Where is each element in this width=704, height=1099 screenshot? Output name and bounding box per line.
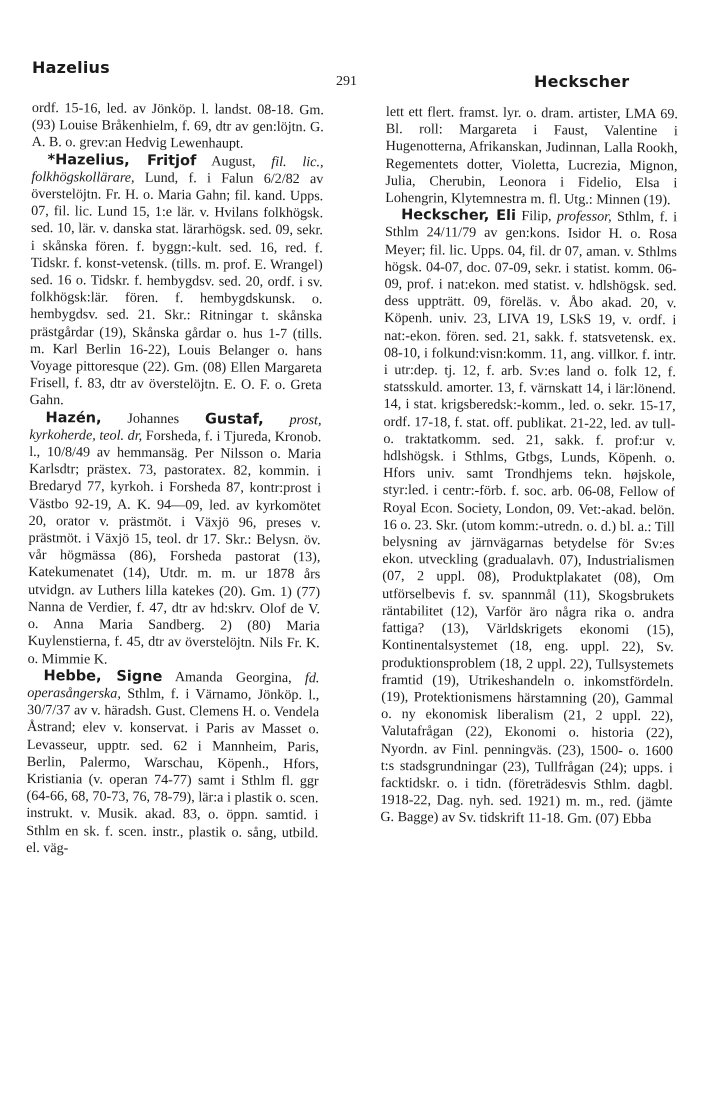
given-names: Johannes <box>127 410 180 427</box>
occupation: fil. lic., folkhögskollärare, <box>31 153 324 186</box>
headword-hazen: Hazén, <box>45 409 102 427</box>
headword-heckscher: Heckscher, Eli <box>401 207 517 225</box>
left-column <box>26 100 324 859</box>
entry-hebbe <box>26 668 319 860</box>
given-names: Filip, <box>521 208 552 225</box>
entry-body: Sthlm, f. i Värnamo, Jönköp. l., 30/7/37 av v. häradsh. Gust. Clemens H. o. Vendela Åstrand; elev v. konservat. i Paris av Masset o. Levasseur, upptr. sed. 62 i Mannheim, Paris, Berlin, Palermo, Warschau, Köpenh., Hfors, Kristiania (v. operan 74-77) samt i Sthlm fl. ggr (64-66, 68, 70-73, 76, 78-79), lär:a i plastik o. scen. instrukt. v. Musik. akad. 83, o. öppn. samtid. i Sthlm en sk. f. scen. instr., plastik o. sång, utbild. el. väg- <box>26 685 320 857</box>
continued-entry-text: lett ett flert. framst. lyr. o. dram. artister, LMA 69. Bl. roll: Margareta i Faust, Valentine i Hugenotterna, Afrikanskan, Judinnan, Lalla Rookh, Regementets dotter, Violetta, Lucrezia, Mignon, Julia, Cherubin, Leonora i Fidelio, Elsa i Lohengrin, Klytemnestra m. fl. Utg.: Minnen (19). <box>385 104 678 209</box>
running-head <box>0 0 704 100</box>
right-column <box>380 104 678 829</box>
given-names: August, <box>211 153 256 170</box>
entry-hazelius <box>30 152 324 412</box>
given-name-bold: Gustaf, <box>204 411 264 428</box>
entry-heckscher <box>380 207 677 829</box>
occupation: professor, <box>556 208 612 225</box>
running-head-left: Hazelius <box>32 58 110 77</box>
entry-body: Sthlm, f. i Sthlm 24/11/79 av gen:kons. Isidor H. o. Rosa Meyer; fil. lic. Upps. 04, fil. dr 07, aman. v. Sthlms högsk. 04-07, doc. 07-09, sekr. i statist. komm. 06-09, prof. i nat:ekon. med statist. v. hdlshögsk. sed. dess uppträtt. 09, föreläs. v. Åbo akad. 20, v. Köpenh. univ. 23, LIVA 19, LSkS 19, v. ordf. i nat:-ekon. fören. sed. 21, sakk. f. statsvetensk. ex. 08-10, i folkund:visn:komm. 11, ang. villkor. f. intr. i utr:dep. tj. 12, f. arb. Sv:es land o. folk 12, f. statsskuld. amorter. 13, f. värnskatt 14, i lär:lönend. 14, i stat. krigsberedsk:-komm., led. o. sekr. 15-17, ordf. 17-18, f. stat. off. publikat. 21-22, led. av tull-o. traktatkomm. sed. 21, sakk. f. prof:ur v. hdlshögsk. i Sthlms, Gtbgs, Lunds, Köpenh. o. Hfors univ. samt Trondhjems tekn. højskole, styr:led. i centr:-förb. f. soc. arb. 06-08, Fellow of Royal Econ. Society, London, 09. Vet:-akad. belön. 16 o. 23. Skr. (utom komm:-utredn. o. d.) bl. a.: Till belysning av järnvägarnas betydelse för Sv:es ekon. utveckling (gradualavh. 07), Industrialismen (07, 2 uppl. 08), Produktplakatet (08), Om utförselbevis f. sv. spannmål (11), Skogsbrukets räntabilitet (12), Varför äro några rika o. andra fattiga? (13), Världskrigets ekonomi (15), Kontinentalsystemet (18, eng. uppl. 22), Sv. produktionsproblem (18, 2 uppl. 22), Tullsystemets framtid (19), Utrikeshandeln o. inkomstfördeln. (19), Protektionismens härstamning (20), Gammal o. ny ekonomisk liberalism (21, 2 uppl. 22), Valutafrågan (22), Ekonomi o. historia (22), Nyordn. av Finl. penningväs. (23), 1500- o. 1600 t:s stadsgrundningar (23), Tullfrågan (24); upps. i facktidskr. o. i tidn. (företrädesvis Sthlm. dagbl. 1918-22, Dag. nyh. sed. 1921) m. m., red. (jämte G. Bagge) av Sv. tidskrift 11-18. Gm. (07) Ebba <box>380 209 678 828</box>
running-head-right: Heckscher <box>534 72 630 91</box>
given-names: Amanda Georgina, <box>174 668 292 686</box>
page-number: 291 <box>336 74 357 89</box>
entry-body: Lund, f. i Falun 6/2/82 av överstelöjtn. Fr. H. o. Maria Gahn; fil. kand. Upps. 07, fil. lic. Lund 15, 1:e lär. v. Hvilans folkhögsk. sed. 10, lär. v. danska stat. lärarhögsk. sed. 09, sekr. i skånska fören. f. byggn:-kult. sed. 16, red. f. Tidskr. f. konst-vetensk. (tills. m. prof. E. Wrangel) sed. 16 o. Tidskr. f. hembygdsv. sed. 20, ordf. i sv. folkhögsk:lär. fören. f. hembygdskunsk. o. hembygdsv. sed. 21. Skr.: Ritningar t. skånska prästgårdar (19), Skånska gårdar o. hus 1-7 (tills. m. Karl Berlin 16-22), Louis Belanger o. hans Voyage pittoresque (22). Gm. (08) Ellen Margareta Frisell, f. 83, dtr av överstelöjtn. E. O. F. o. Greta Gahn. <box>29 169 324 409</box>
occupation: fd. operasångerska, <box>27 669 320 702</box>
occupation: prost, kyrkoherde, teol. dr, <box>29 411 322 444</box>
headword-hazelius: *Hazelius, Fritjof <box>47 151 197 169</box>
continued-entry-text: ordf. 15-16, led. av Jönköp. l. landst. 08-18. Gm. (93) Louise Bråkenhielm, f. 69, dtr av gen:löjtn. G. A. B. o. grev:an Hedvig Lewenhaupt. <box>31 100 324 153</box>
headword-hebbe: Hebbe, Signe <box>43 667 163 685</box>
entry-body: Forsheda, f. i Tjureda, Kronob. l., 10/8/49 av hemmansäg. Per Nilsson o. Maria Karlsdtr; prästex. 73, pastoratex. 82, kommin. i Bredaryd 77, kyrkoh. i Forsheda 87, kontr:prost i Västbo 92-19, A. K. 94—09, led. av kyrkomötet 20, orator v. prästmöt. i Växjö 96, preses v. prästmöt. i Växjö 15, teol. dr 17. Skr.: Belysn. öv. vår högmässa (86), Forsheda pastorat (13), Katekumenatet (14), Utdr. m. m. ur 1878 års utvidgn. av Luthers lilla katekes (20). Gm. 1) (77) Nanna de Verdier, f. 47, dtr av hd:skrv. Olof de V. o. Anna Maria Sandberg. 2) (80) Maria Kuylenstierna, f. 45, dtr av överstelöjtn. Nils Fr. K. o. Mimmie K. <box>27 427 322 668</box>
entry-hazen <box>28 410 322 670</box>
